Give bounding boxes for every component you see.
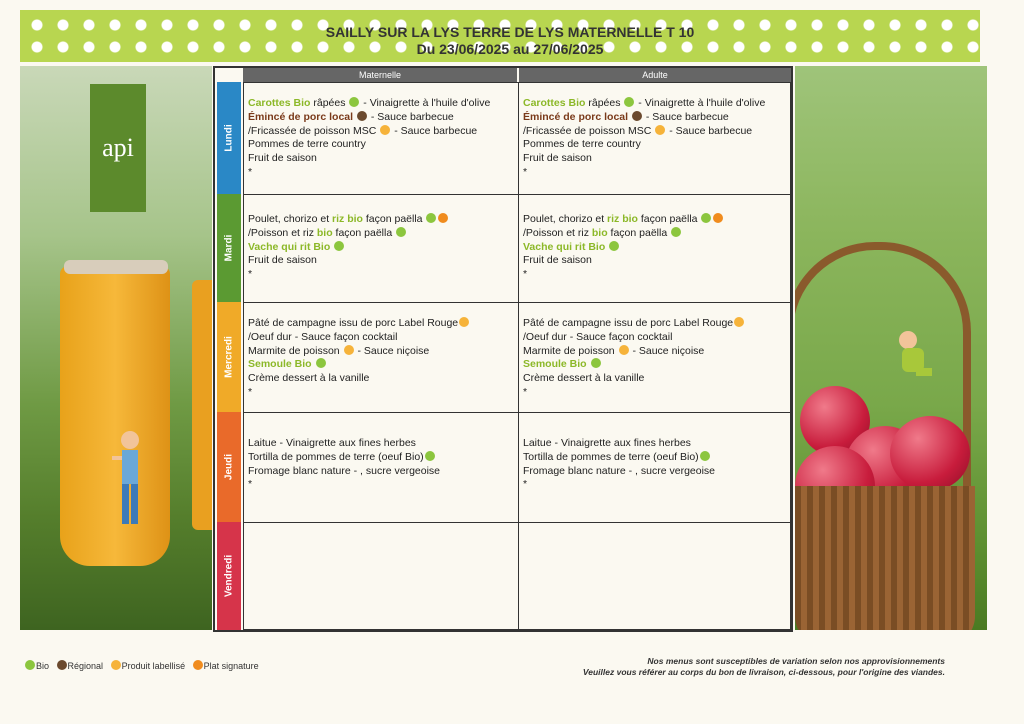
bio-icon: [701, 213, 711, 223]
bio-icon: [426, 213, 436, 223]
label-icon: [344, 345, 354, 355]
column-header-adulte: Adulte: [519, 68, 791, 82]
column-header-maternelle: Maternelle: [243, 68, 517, 82]
day-band-mardi: Mardi: [217, 194, 241, 302]
boot-cuff: [64, 260, 168, 274]
date-range: Du 23/06/2025 au 27/06/2025: [416, 41, 604, 57]
regional-icon: [357, 111, 367, 121]
label-icon: [459, 317, 469, 327]
bio-icon: [25, 660, 35, 670]
cell-mardi-maternelle: Poulet, chorizo et riz bio façon paëlla /Poisson et riz bio façon paëlla Vache qui rit Bio Fruit de saison *: [243, 194, 519, 303]
bio-icon: [316, 358, 326, 368]
signature-icon: [438, 213, 448, 223]
bio-icon: [591, 358, 601, 368]
apple-image: [890, 416, 970, 491]
bio-icon: [396, 227, 406, 237]
child-illustration: [890, 328, 940, 388]
day-band-mercredi: Mercredi: [217, 302, 241, 412]
regional-icon: [632, 111, 642, 121]
legend: Bio Régional Produit labellisé Plat signature: [24, 660, 263, 671]
cell-jeudi-adulte: Laitue - Vinaigrette aux fines herbes Tortilla de pommes de terre (oeuf Bio) Fromage blanc nature - , sucre vergeoise *: [518, 412, 791, 523]
cell-mercredi-maternelle: Pâté de campagne issu de porc Label Rouge /Oeuf dur - Sauce façon cocktail Marmite de poisson - Sauce niçoise Semoule Bio Crème dessert à la vanille *: [243, 302, 519, 413]
footer-note: Nos menus sont susceptibles de variation selon nos approvisionnements Veuillez vous référer au corps du bon de livraison, ci-dessous, pour l'origine des viandes.: [582, 656, 945, 677]
bio-icon: [609, 241, 619, 251]
signature-icon: [193, 660, 203, 670]
basket-image: [795, 486, 975, 630]
cell-mardi-adulte: Poulet, chorizo et riz bio façon paëlla /Poisson et riz bio façon paëlla Vache qui rit Bio Fruit de saison *: [518, 194, 791, 303]
bio-icon: [700, 451, 710, 461]
bio-icon: [624, 97, 634, 107]
regional-icon: [57, 660, 67, 670]
day-band-jeudi: Jeudi: [217, 412, 241, 522]
cell-vendredi-adulte: [518, 522, 791, 630]
cell-mercredi-adulte: Pâté de campagne issu de porc Label Rouge /Oeuf dur - Sauce façon cocktail Marmite de poisson - Sauce niçoise Semoule Bio Crème dessert à la vanille *: [518, 302, 791, 413]
bio-icon: [349, 97, 359, 107]
child-illustration: [110, 426, 150, 536]
school-title: SAILLY SUR LA LYS TERRE DE LYS MATERNELLE T 10: [325, 24, 695, 40]
bio-icon: [425, 451, 435, 461]
api-logo: api: [90, 84, 146, 212]
label-icon: [619, 345, 629, 355]
left-photo-boots: [20, 66, 212, 630]
signature-icon: [713, 213, 723, 223]
bio-icon: [671, 227, 681, 237]
bio-icon: [334, 241, 344, 251]
label-icon: [380, 125, 390, 135]
menu-table: [213, 66, 793, 632]
boot-image: [192, 280, 212, 530]
cell-vendredi-maternelle: [243, 522, 519, 630]
label-icon: [111, 660, 121, 670]
right-photo-basket: [795, 66, 987, 630]
label-icon: [734, 317, 744, 327]
page-title: [180, 24, 840, 58]
cell-lundi-maternelle: Carottes Bio râpées - Vinaigrette à l'huile d'olive Émincé de porc local - Sauce barbecue /Fricassée de poisson MSC - Sauce barbecue Pommes de terre country Fruit de saison *: [243, 82, 519, 195]
cell-jeudi-maternelle: Laitue - Vinaigrette aux fines herbes Tortilla de pommes de terre (oeuf Bio) Fromage blanc nature - , sucre vergeoise *: [243, 412, 519, 523]
label-icon: [655, 125, 665, 135]
day-band-lundi: Lundi: [217, 82, 241, 194]
day-band-vendredi: Vendredi: [217, 522, 241, 630]
cell-lundi-adulte: Carottes Bio râpées - Vinaigrette à l'huile d'olive Émincé de porc local - Sauce barbecue /Fricassée de poisson MSC - Sauce barbecue Pommes de terre country Fruit de saison *: [518, 82, 791, 195]
